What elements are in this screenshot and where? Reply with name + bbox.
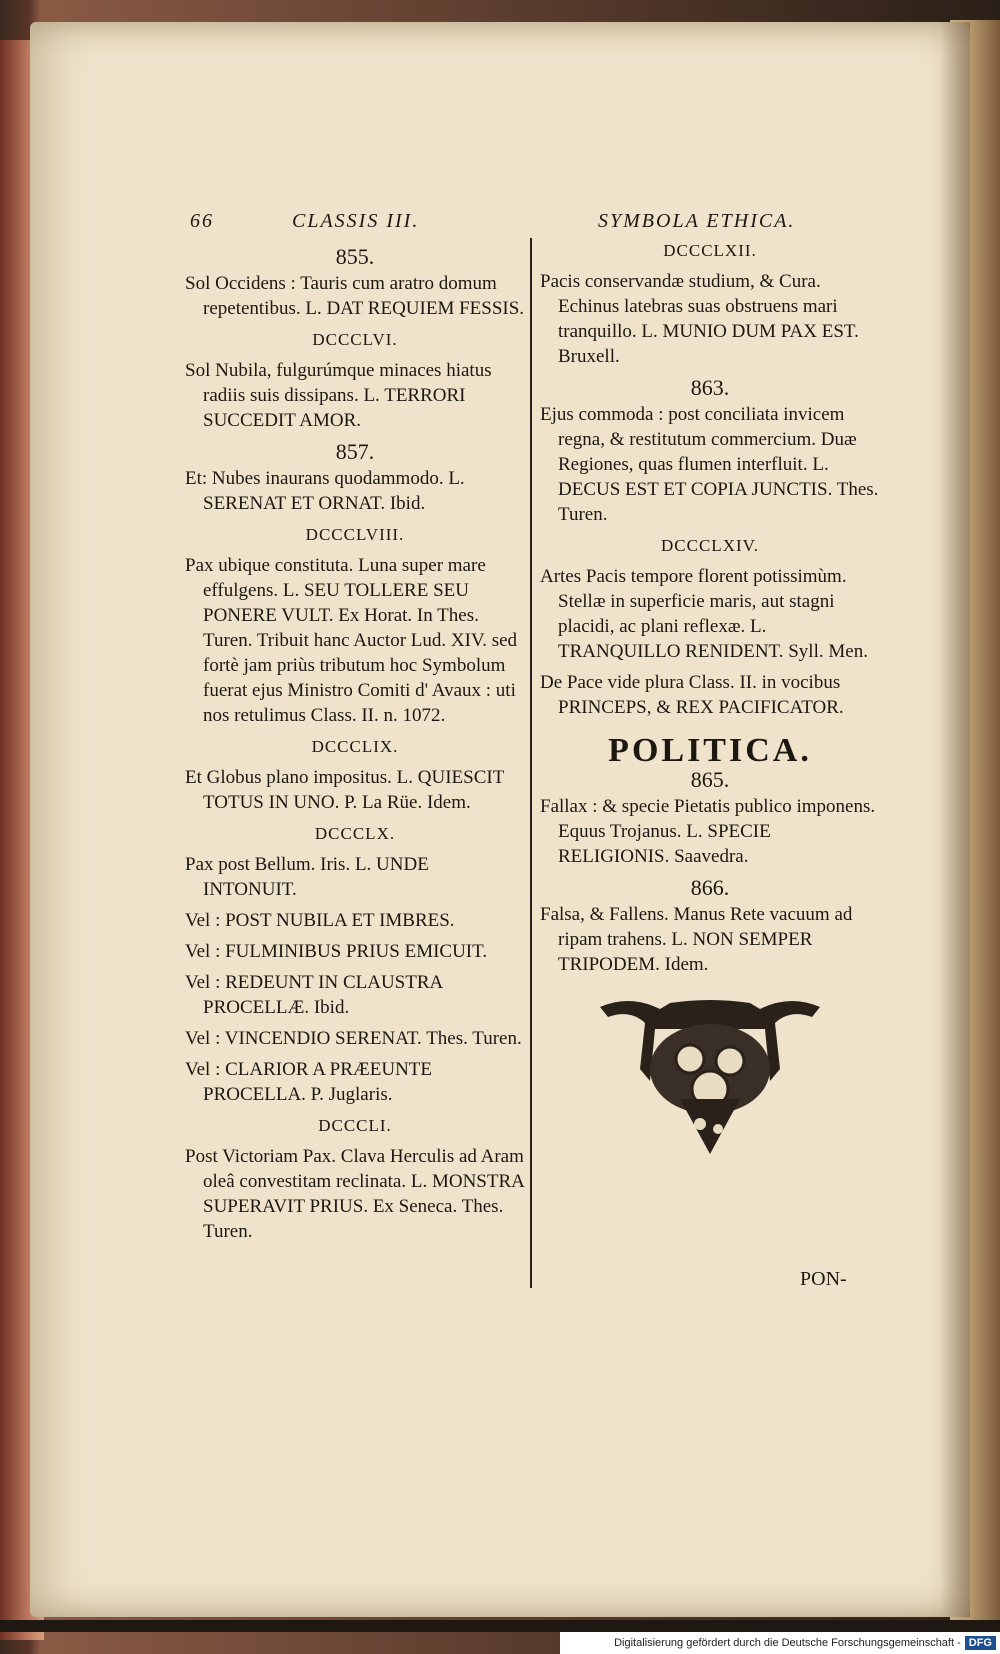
entry-text: Artes Pacis tempore florent potissimùm. Stellæ in superficie maris, aut stagni placidi, ac plani reflexæ. L. TRANQUILLO RENIDENT. Syll. Men. xyxy=(540,566,868,662)
entry-roman-number: DCCCLVI. xyxy=(312,330,398,349)
column-divider xyxy=(530,238,532,1288)
entry-text: Vel : CLARIOR A PRÆEUNTE PROCELLA. P. Juglaris. xyxy=(185,1059,433,1105)
entry-number: 866. xyxy=(690,875,730,900)
entry-text: Vel : REDEUNT IN CLAUSTRA PROCELLÆ. Ibid. xyxy=(185,972,443,1018)
entry-text: Pacis conservandæ studium, & Cura. Echinus latebras suas obstruens mari tranquillo. L. MUNIO DUM PAX EST. Bruxell. xyxy=(540,271,859,367)
entry-number: 865. xyxy=(690,767,730,792)
section-heading: POLITICA. xyxy=(608,732,812,769)
entry-roman-number: DCCCLIX. xyxy=(311,737,399,756)
entry-roman-number: DCCCLXII. xyxy=(663,241,757,260)
right-column xyxy=(540,232,880,1159)
entry-roman-number: DCCCLX. xyxy=(314,824,396,843)
entry-number: 863. xyxy=(690,375,730,400)
entry-text: Fallax : & specie Pietatis publico imponens. Equus Trojanus. L. SPECIE RELIGIONIS. Saavedra. xyxy=(540,796,876,867)
entry-roman-number: DCCCLXIV. xyxy=(661,536,759,555)
entry-text: Et: Nubes inaurans quodammodo. L. SERENAT ET ORNAT. Ibid. xyxy=(185,468,465,514)
scan-bottom-band xyxy=(0,1620,1000,1632)
dfg-logo: DFG xyxy=(965,1636,996,1650)
entry-text: Sol Occidens : Tauris cum aratro domum repetentibus. L. DAT REQUIEM FESSIS. xyxy=(185,273,525,319)
catchword: PON- xyxy=(800,1268,847,1290)
entry-text: Vel : POST NUBILA ET IMBRES. xyxy=(185,910,455,931)
page-number: 66 xyxy=(190,210,214,232)
footer-text: Digitalisierung gefördert durch die Deutsche Forschungsgemeinschaft - xyxy=(614,1637,961,1649)
entry-text: Falsa, & Fallens. Manus Rete vacuum ad ripam trahens. L. NON SEMPER TRIPODEM. Idem. xyxy=(540,904,853,975)
digitization-footer xyxy=(560,1632,1000,1654)
entry-text: Pax post Bellum. Iris. L. UNDE INTONUIT. xyxy=(185,854,429,900)
entry-text: Vel : FULMINIBUS PRIUS EMICUIT. xyxy=(185,941,488,962)
fruit-garland-ornament xyxy=(590,989,830,1159)
entry-text: Sol Nubila, fulgurúmque minaces hiatus radiis suis dissipans. L. TERRORI SUCCEDIT AMOR. xyxy=(185,360,492,431)
left-running-title: CLASSIS III. xyxy=(292,210,420,232)
entry-text: Vel : VINCENDIO SERENAT. Thes. Turen. xyxy=(185,1028,522,1049)
entry-text: Pax ubique constituta. Luna super mare effulgens. L. SEU TOLLERE SEU PONERE VULT. Ex Horat. In Thes. Turen. Tribuit hanc Auctor Lud. XIV. sed fortè jam priùs tributum hoc Symbolum fuerat ejus Ministro Comiti d' Avaux : uti nos retulimus Class. II. n. 1072. xyxy=(185,555,518,726)
entry-text: De Pace vide plura Class. II. in vocibus PRINCEPS, & REX PACIFICATOR. xyxy=(540,672,844,718)
entry-text: Ejus commoda : post conciliata invicem regna, & restitutum commercium. Duæ Regiones, quas flumen interfluit. L. DECUS EST ET COPIA JUNCTIS. Thes. Turen. xyxy=(540,404,879,525)
entry-text: Post Victoriam Pax. Clava Herculis ad Aram oleâ convestitam reclinata. L. MONSTRA SUPERAVIT PRIUS. Ex Seneca. Thes. Turen. xyxy=(185,1146,524,1242)
entry-number: 855. xyxy=(335,244,375,269)
entry-text: Et Globus plano impositus. L. QUIESCIT TOTUS IN UNO. P. La Rüe. Idem. xyxy=(185,767,504,813)
entry-roman-number: DCCCLI. xyxy=(318,1116,392,1135)
entry-roman-number: DCCCLVIII. xyxy=(305,525,405,544)
right-running-title: SYMBOLA ETHICA. xyxy=(598,210,796,232)
entry-number: 857. xyxy=(335,439,375,464)
left-column xyxy=(185,240,525,1250)
